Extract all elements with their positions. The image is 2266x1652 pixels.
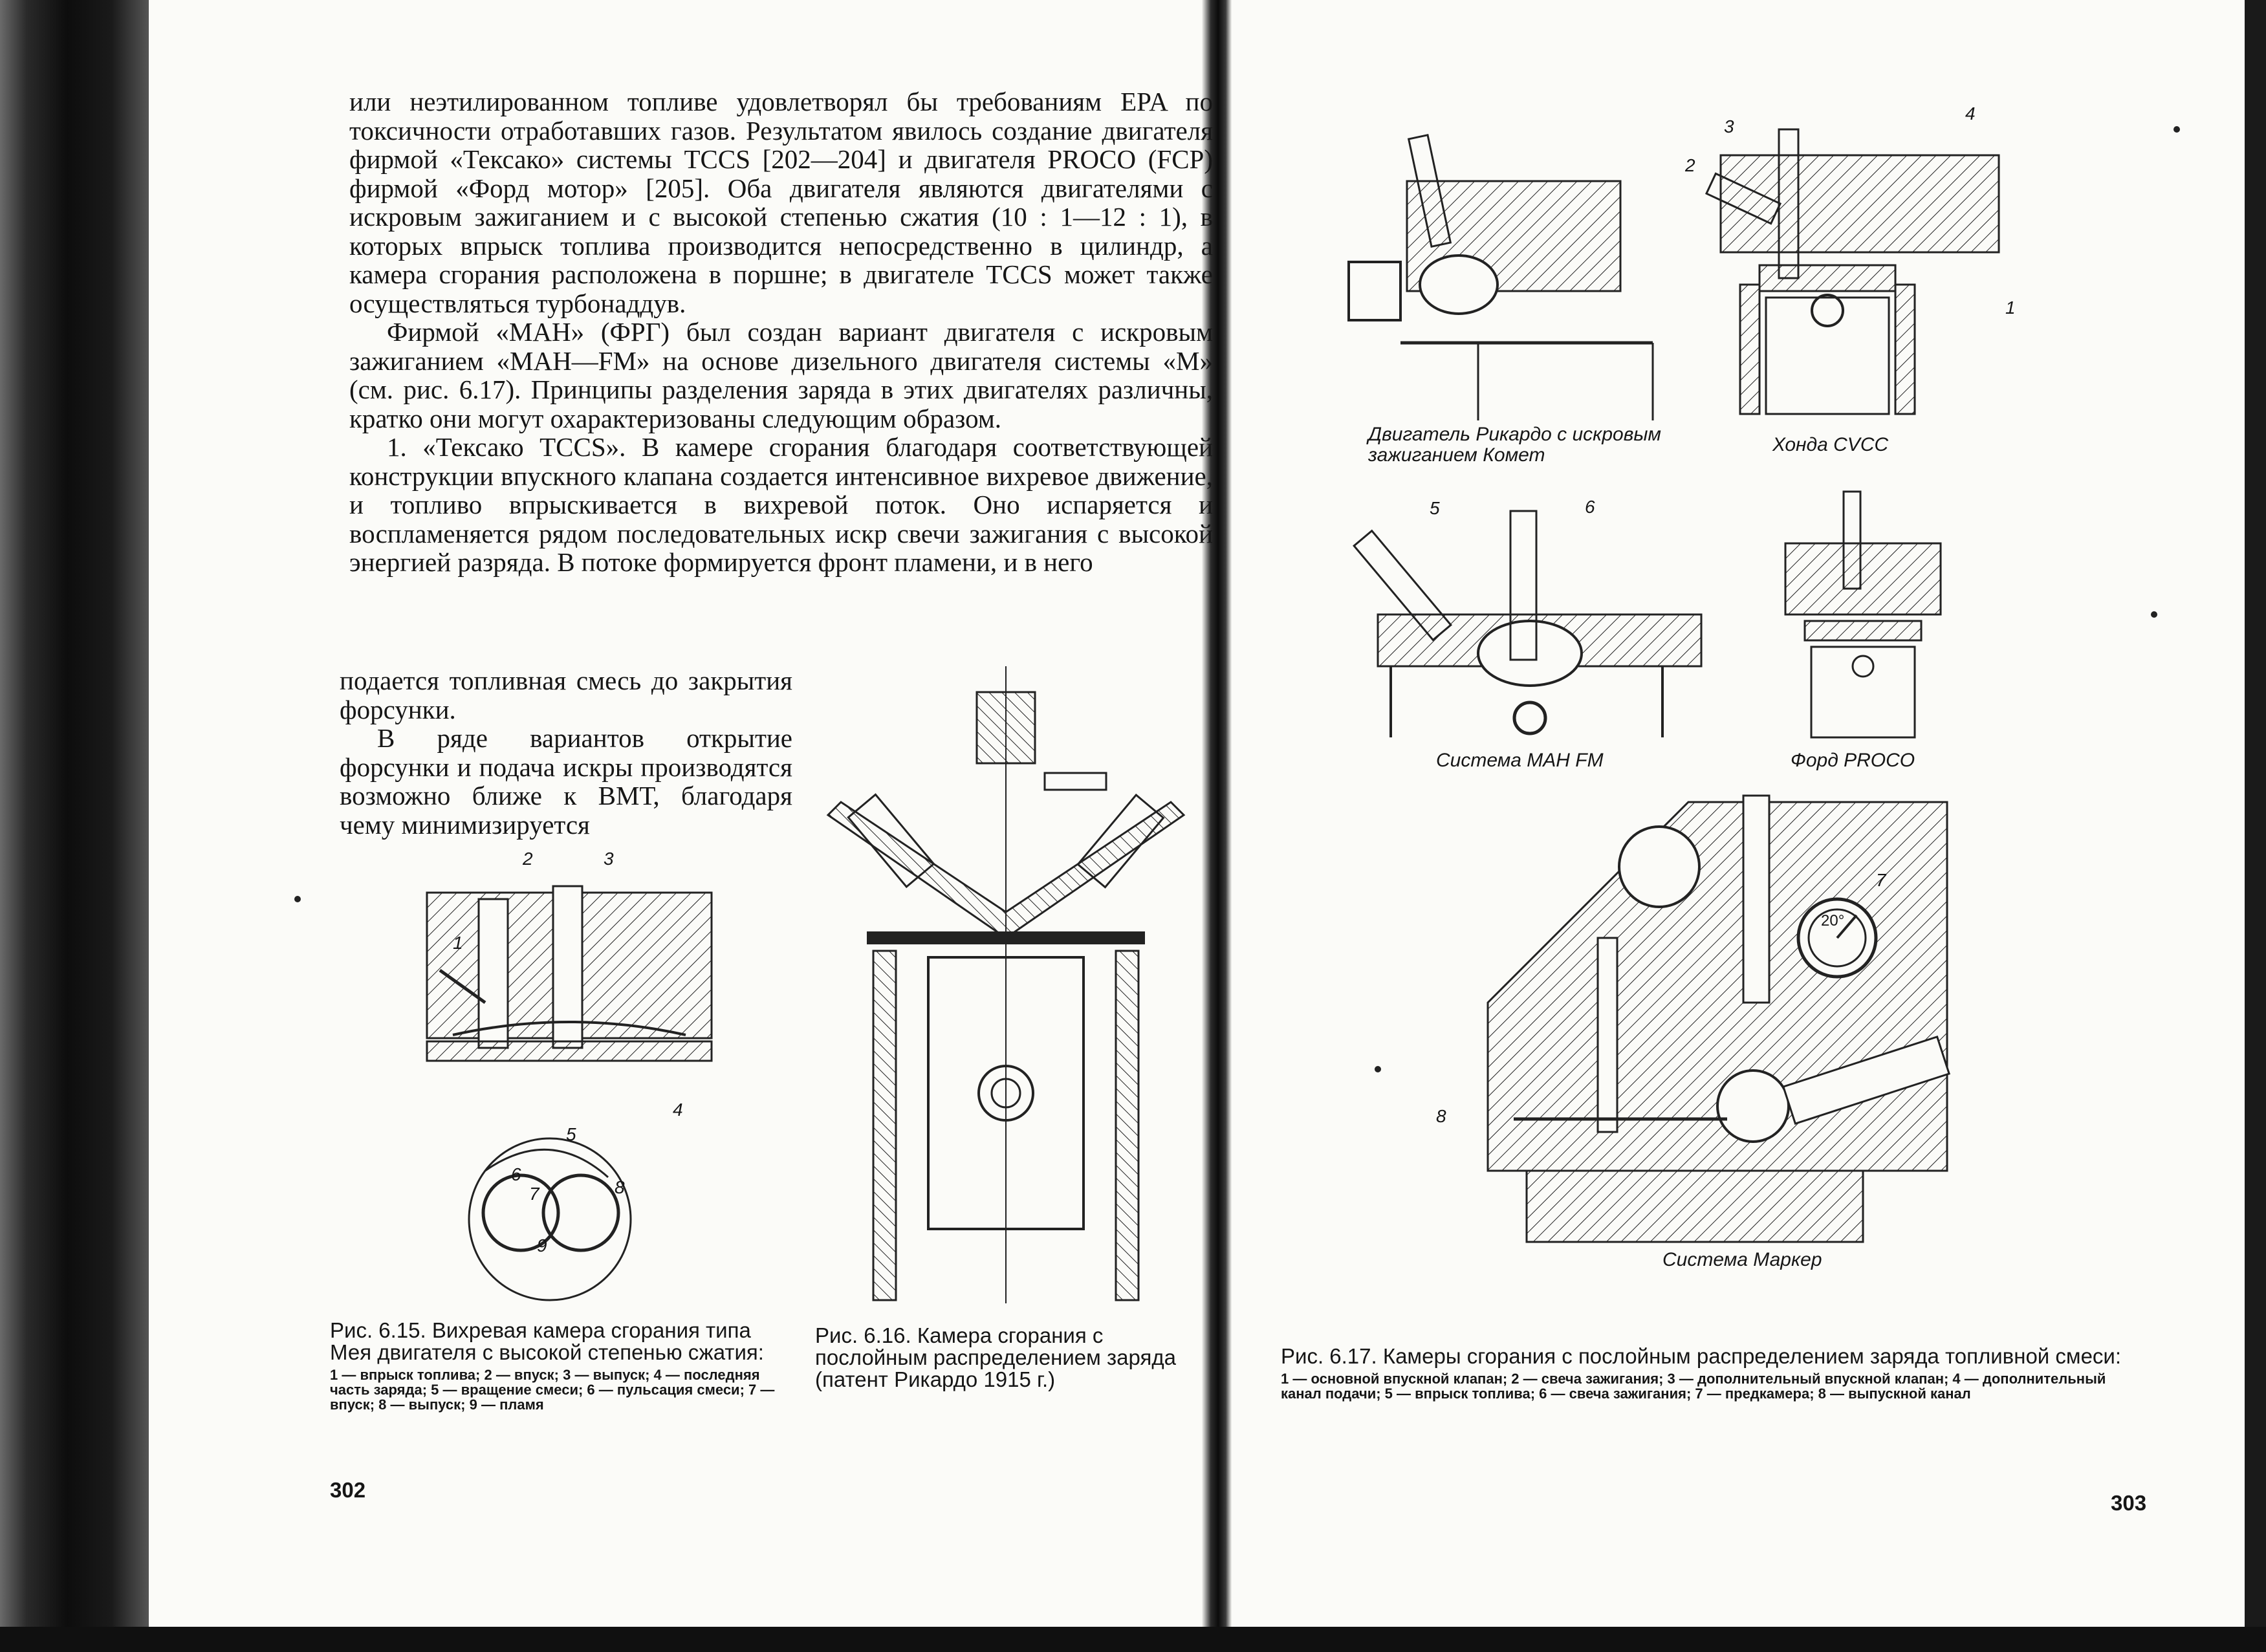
fig617-label-2: 2 [1685, 155, 1695, 175]
scan-speck [1375, 1066, 1381, 1072]
fig615-label-2: 2 [523, 849, 533, 869]
fig615-legend: 1 — впрыск топлива; 2 — впуск; 3 — выпуск; 4 — последняя часть заряда; 5 — вращение смеси; 6 — пульсация смеси; 7 — впуск; 8 — выпуск; 9 — пламя [330, 1367, 775, 1413]
fig617-caption-title: Рис. 6.17. Камеры сгорания с послойным распределением заряда топливной смеси: [1281, 1344, 2122, 1368]
fig615-label-5: 5 [566, 1124, 576, 1144]
scan-edge-bottom [0, 1627, 2266, 1652]
scan-speck [2151, 611, 2157, 618]
ricardo-drawing [1342, 123, 1666, 420]
fig617-legend: 1 — основной впускной клапан; 2 — свеча зажигания; 3 — дополнительный впускной клапан; 4 — дополнительный канал подачи; 5 — впрыск топлива; 6 — свеча зажигания; 7 — предкамера; 8 — выпускной канал [1281, 1371, 2106, 1402]
fig615-caption-title: Рис. 6.15. Вихревая камера сгорания типа Мея двигателя с высокой степенью сжатия: [330, 1318, 764, 1364]
fig617-label-5: 5 [1430, 498, 1440, 518]
fig-6-16-drawing [822, 666, 1197, 1303]
fig617-label-3: 3 [1724, 116, 1734, 136]
scan-edge-right [2245, 0, 2266, 1652]
fig615-label-7: 7 [529, 1184, 539, 1204]
fig617-label-6: 6 [1585, 497, 1595, 517]
fig-6-17-caption [1281, 1345, 2141, 1401]
fig617-label-4: 4 [1965, 103, 1976, 124]
body-text-main [349, 87, 1213, 577]
man-drawing [1371, 498, 1708, 737]
marker-dial-text: 20° [1821, 912, 1845, 929]
body-text-narrow [340, 666, 792, 839]
scan-speck [294, 896, 301, 902]
fig615-label-4: 4 [673, 1100, 683, 1120]
fig615-label-8: 8 [615, 1177, 625, 1197]
paragraph-4: подается топливная смесь до закрытия форсунки. [340, 666, 792, 724]
page-number-right: 303 [2111, 1491, 2147, 1515]
fig-6-15-drawing [414, 847, 724, 1313]
fig-6-16-caption [815, 1325, 1190, 1391]
fig-6-15-caption [330, 1320, 783, 1412]
fig615-label-1: 1 [453, 933, 463, 953]
fig617-label-8: 8 [1436, 1106, 1446, 1126]
marker-timing-dial [1795, 896, 1879, 980]
fig615-label-3: 3 [604, 849, 614, 869]
paragraph-1: или неэтилированном топливе удовлетворял бы требованиям EPA по токсичности отработавших газов. Результатом явилось создание двигателя фирмой «Тексако» системы TCCS [202—204] и двигателя PROCO (FCP) фирмой «Форд мотор» [205]. Оба двигателя являются двигателями с искровым зажиганием и с высокой степенью сжатия (10 : 1—12 : 1), в которых впрыск топлива производится непосредственно в цилиндр, а камера сгорания расположена в поршне; в двигателе TCCS может также осуществляться турбонаддув. [349, 87, 1213, 318]
paragraph-5: В ряде вариантов открытие форсунки и подача искры производятся возможно ближе к ВМТ, благодаря чему минимизируется [340, 723, 792, 840]
scan-speck [2173, 126, 2180, 133]
fig615-label-6: 6 [511, 1164, 521, 1184]
fig616-caption-title: Рис. 6.16. Камера сгорания с послойным распределением заряда (патент Рикардо 1915 г.) [815, 1323, 1176, 1391]
honda-drawing [1682, 116, 2044, 414]
honda-label: Хонда CVCC [1772, 434, 1889, 455]
scan-edge-left [0, 0, 149, 1652]
paragraph-3: 1. «Тексако TCCS». В камере сгорания благодаря соответствующей конструкции впускного клапана создается интенсивное вихревое движение, и топливо впрыскивается в вихревой поток. Оно испаряется и воспламеняется рядом последовательных искр свечи зажигания с высокой энергией разряда. В потоке формируется фронт пламени, и в него [349, 432, 1213, 577]
ford-drawing [1779, 492, 1960, 737]
ford-label: Форд PROCO [1791, 750, 1915, 771]
fig617-label-1: 1 [2005, 298, 2016, 318]
fig615-label-9: 9 [537, 1235, 547, 1255]
paragraph-2: Фирмой «МАН» (ФРГ) был создан вариант двигателя с искровым зажиганием «МАН—FM» на основе дизельного двигателя системы «М» (см. рис. 6.17). Принципы разделения заряда в этих двигателях различны, кратко они могут охарактеризованы следующим образом. [349, 317, 1213, 433]
page-number-left: 302 [330, 1478, 366, 1502]
fig617-label-7: 7 [1876, 870, 1886, 890]
ricardo-label: Двигатель Рикардо с искровым зажиганием Комет [1368, 424, 1662, 466]
marker-drawing [1481, 796, 1947, 1248]
man-label: Система МАН FM [1436, 750, 1604, 771]
marker-label: Система Маркер [1662, 1249, 1822, 1270]
